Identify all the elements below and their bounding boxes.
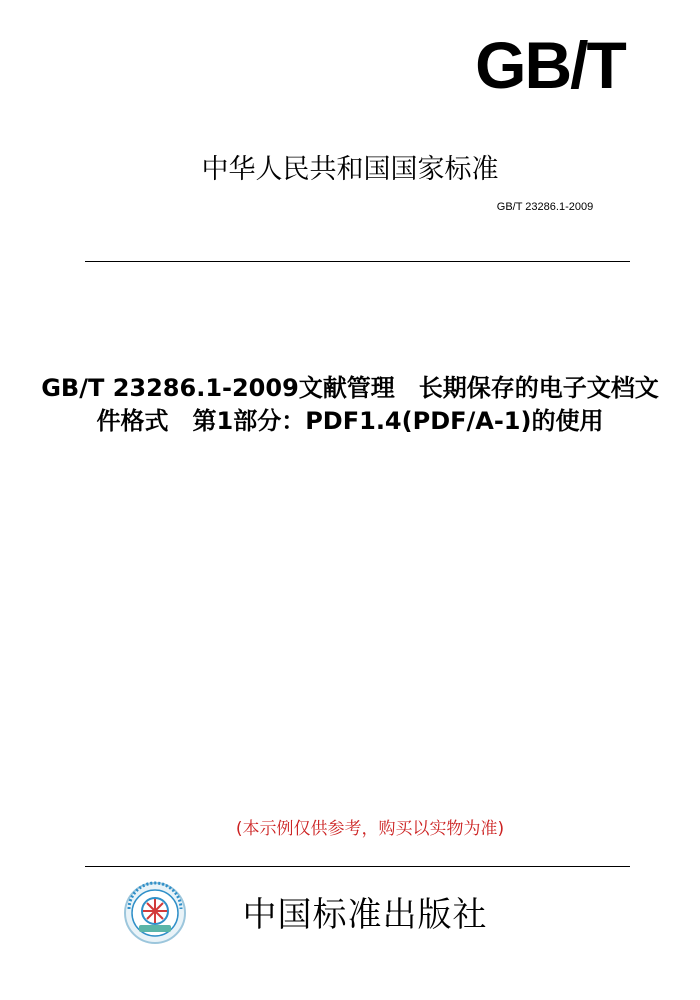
publisher-seal-icon: [123, 881, 187, 945]
sample-notice: (本示例仅供参考，购买以实物为准): [235, 819, 505, 839]
document-title: GB/T 23286.1-2009文献管理 长期保存的电子文档文件格式 第1部分：PDF1.4(PDF/A-1)的使用: [41, 374, 659, 435]
standard-code: GB/T 23286.1-2009: [496, 201, 594, 213]
national-standard-title: [0, 150, 700, 190]
gbt-logo: GB/T: [475, 28, 625, 102]
national-standard-title-text: 中华人民共和国国家标准: [201, 154, 499, 185]
top-divider: [85, 261, 630, 262]
publisher-name: 中国标准出版社: [242, 895, 488, 935]
bottom-divider: [85, 866, 630, 867]
